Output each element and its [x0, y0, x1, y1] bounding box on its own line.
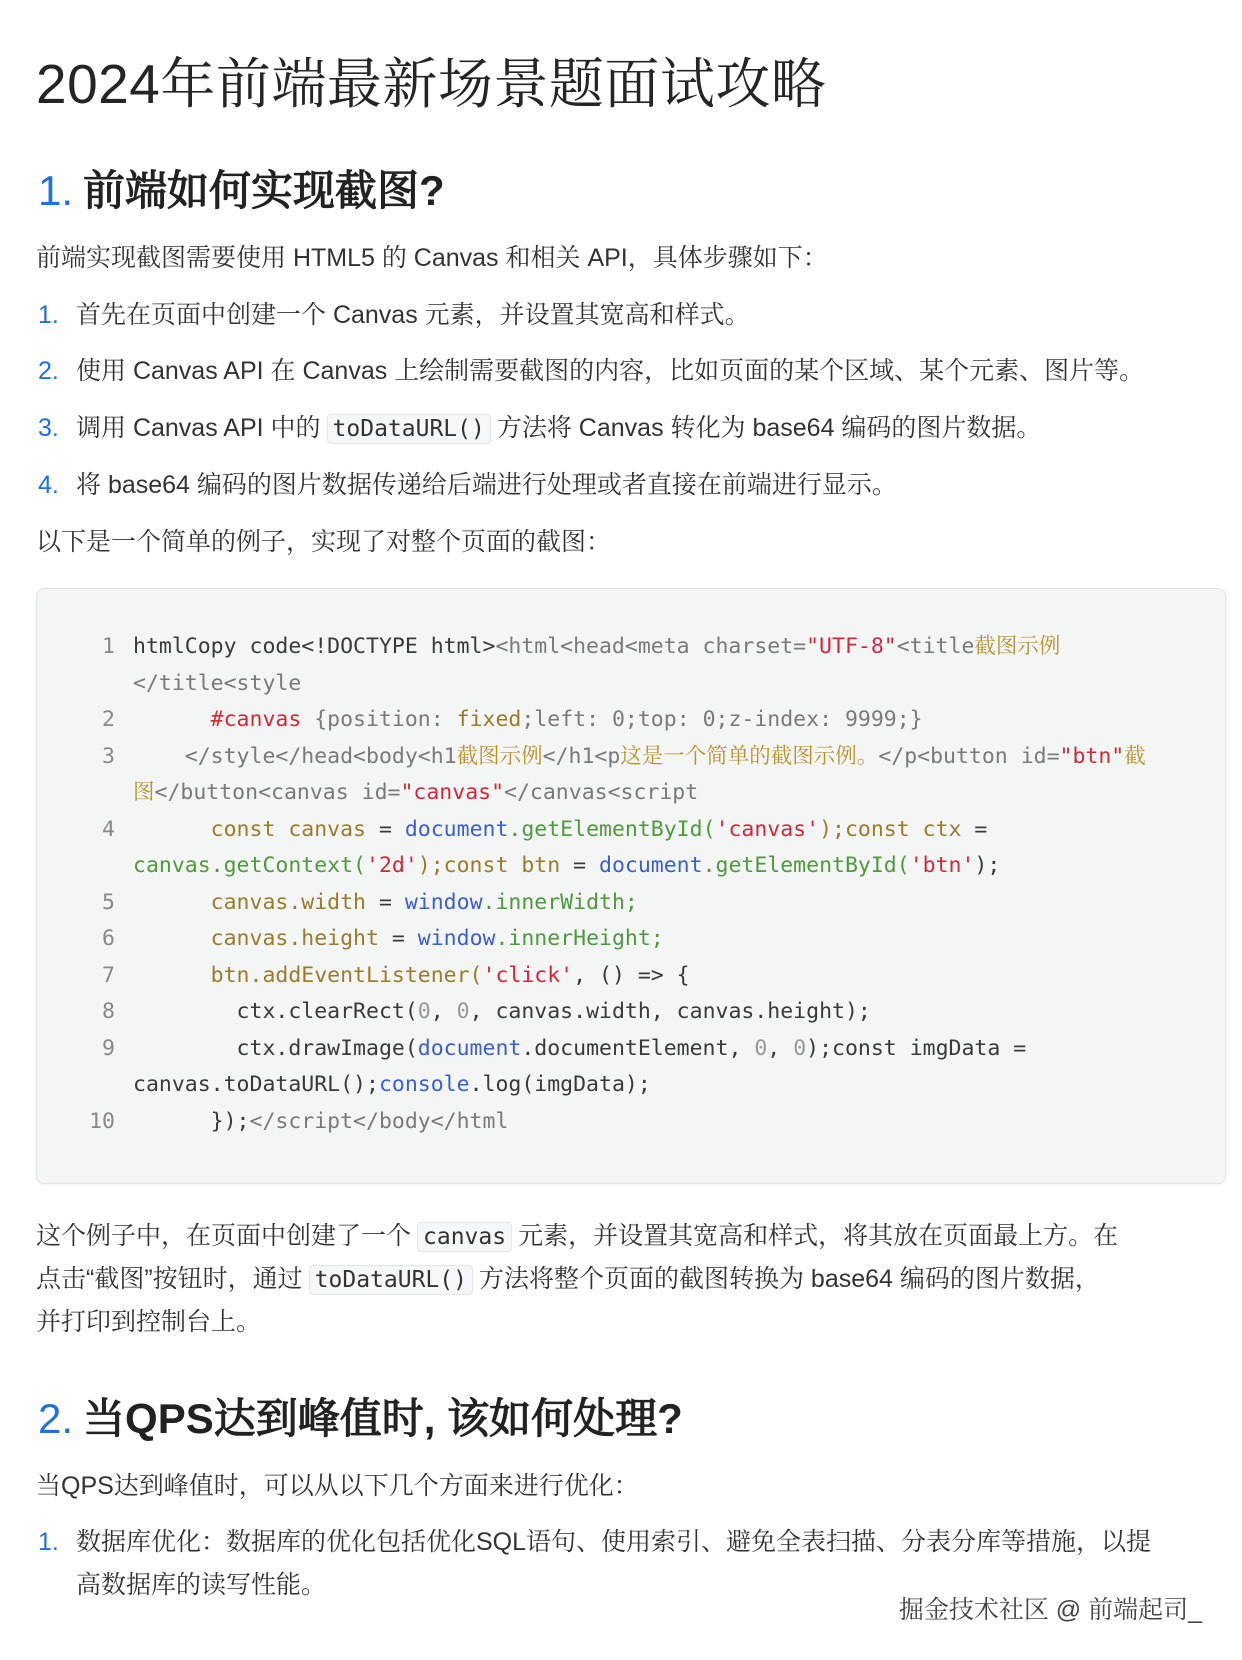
list-text: 数据库优化：数据库的优化包括优化SQL语句、使用索引、避免全表扫描、分表分库等措施，以提 [76, 1528, 1152, 1556]
line-number: 6 [102, 926, 115, 951]
code-token: {position: [301, 707, 457, 732]
heading-text: 当QPS达到峰值时, 该如何处理? [83, 1395, 683, 1442]
code-token: <title [896, 634, 975, 659]
code-line [37, 885, 1146, 922]
code-token: .documentElement, [521, 1035, 755, 1061]
section-heading-2 [38, 1386, 683, 1446]
code-token: = [366, 889, 405, 915]
line-number: 7 [102, 962, 115, 988]
code-line [37, 958, 1146, 995]
code-token: console [378, 1072, 470, 1097]
code-line [37, 812, 1146, 849]
code-token: canvas.getContext( [133, 853, 366, 878]
heading-text: 前端如何实现截图? [83, 167, 445, 214]
code-line [37, 666, 1146, 703]
code-token: );const btn [417, 853, 561, 878]
list-item [38, 351, 1144, 387]
text: 点击“截图”按钮时，通过 [36, 1265, 303, 1293]
code-token: document [417, 1035, 522, 1061]
code-token: = [961, 816, 988, 842]
code-token: window [404, 889, 483, 915]
list-text: 方法将 Canvas 转化为 base64 编码的图片数据。 [496, 414, 1042, 442]
heading-number: 2. [38, 1395, 74, 1442]
watermark: 掘金技术社区 @ 前端起司_ [898, 1596, 1202, 1624]
list-text: 使用 Canvas API 在 Canvas 上绘制需要截图的内容，比如页面的某个区域、某个元素、图片等。 [76, 357, 1145, 385]
code-token: const canvas [133, 816, 366, 842]
explain-line [36, 1216, 1118, 1252]
code-token: 0 [456, 999, 470, 1024]
line-number: 3 [102, 743, 115, 769]
inline-code: toDataURL() [309, 1265, 473, 1295]
line-number: 2 [102, 707, 115, 732]
list-number: 2. [38, 357, 59, 385]
code-line [37, 994, 1146, 1031]
code-token: 截图示例 [456, 743, 543, 769]
list-number: 3. [38, 414, 59, 442]
code-lines [37, 629, 1146, 1140]
code-token: }); [133, 1108, 250, 1134]
code-token: document [599, 853, 703, 878]
list-text: 首先在页面中创建一个 Canvas 元素，并设置其宽高和样式。 [76, 301, 750, 329]
line-number: 10 [89, 1108, 115, 1134]
code-token: </script</body</html [249, 1108, 509, 1134]
code-token: 截 [1124, 743, 1146, 769]
list-number: 4. [38, 471, 59, 499]
line-number: 9 [102, 1035, 115, 1061]
code-token: <html<head<meta charset= [495, 634, 807, 659]
code-token: window [417, 926, 496, 951]
code-line [37, 702, 1146, 739]
code-token: ); [974, 853, 1001, 878]
code-token: , canvas.width, canvas.height); [469, 999, 871, 1024]
code-token: , [767, 1035, 794, 1061]
code-token: );const ctx [819, 816, 962, 842]
code-token: htmlCopy code<!DOCTYPE html> [133, 634, 496, 659]
code-token: , [430, 999, 457, 1024]
code-token: </title<style [133, 670, 302, 696]
code-line [37, 775, 1146, 812]
code-token: 0 [417, 999, 431, 1024]
code-token: .innerHeight; [495, 926, 664, 951]
page-title: 2024年前端最新场景题面试攻略 [36, 53, 827, 115]
code-token: 截图示例 [974, 634, 1061, 659]
code-token: , () => { [573, 962, 690, 988]
code-token: .getElementById( [508, 816, 716, 842]
code-token: = [378, 926, 418, 951]
list-item-continuation: 高数据库的读写性能。 [76, 1571, 327, 1599]
explain-line [36, 1259, 1100, 1295]
code-token: canvas.height [133, 926, 379, 951]
list-item [38, 295, 750, 331]
code-line [37, 1067, 1146, 1104]
line-number: 4 [102, 816, 115, 842]
code-token: canvas.width [133, 889, 366, 915]
code-token: 图 [133, 780, 155, 805]
code-token: 'canvas' [715, 816, 820, 842]
code-token: 0 [793, 1035, 807, 1061]
list-number: 1. [38, 1528, 59, 1556]
code-token: .getElementById( [702, 853, 910, 878]
code-token: </canvas<script [504, 780, 699, 805]
code-token: 0 [754, 1035, 768, 1061]
inline-code: canvas [417, 1222, 512, 1252]
code-block [36, 588, 1226, 1184]
code-token: </style</head<body<h1 [133, 743, 457, 769]
list-text: 调用 Canvas API 中的 [76, 414, 321, 442]
code-token: = [560, 853, 600, 878]
section-heading-1 [38, 158, 445, 218]
code-token: '2d' [366, 853, 418, 878]
line-number: 8 [102, 999, 115, 1024]
code-token: );const imgData = [806, 1035, 1027, 1061]
code-token: .log(imgData); [469, 1072, 651, 1097]
inline-code: toDataURL() [327, 414, 491, 444]
code-token: </h1<p [542, 743, 621, 769]
text: 元素，并设置其宽高和样式，将其放在页面最上方。在 [518, 1222, 1119, 1250]
code-token: .innerWidth; [482, 889, 638, 915]
code-line [37, 921, 1146, 958]
list-text: 将 base64 编码的图片数据传递给后端进行处理或者直接在前端进行显示。 [76, 471, 897, 499]
list-number: 1. [38, 301, 59, 329]
code-token [133, 707, 211, 732]
code-token: </p<button id= [878, 743, 1060, 769]
code-token: 这是一个简单的截图示例。 [620, 743, 879, 769]
intro-paragraph: 前端实现截图需要使用 HTML5 的 Canvas 和相关 API，具体步骤如下： [36, 244, 828, 272]
line-number: 1 [102, 634, 115, 659]
code-token: document [404, 816, 509, 842]
code-token: </button<canvas id= [154, 780, 401, 805]
code-line [37, 1104, 1146, 1141]
code-token: ;left: 0;top: 0;z-index: 9999;} [521, 707, 923, 732]
text: 这个例子中，在页面中创建了一个 [36, 1222, 412, 1250]
text: 方法将整个页面的截图转换为 base64 编码的图片数据， [478, 1265, 1100, 1293]
heading-number: 1. [38, 167, 74, 214]
code-token: fixed [456, 707, 522, 732]
code-line [37, 848, 1146, 885]
code-token: canvas.toDataURL(); [133, 1072, 379, 1097]
list-item [38, 465, 897, 501]
list-item [38, 1522, 1151, 1558]
code-token: #canvas [210, 707, 302, 732]
code-token: "canvas" [400, 780, 505, 805]
example-intro: 以下是一个简单的例子，实现了对整个页面的截图： [36, 528, 612, 556]
explain-line: 并打印到控制台上。 [36, 1308, 262, 1336]
code-token: "UTF-8" [806, 634, 897, 659]
line-number: 5 [102, 889, 115, 915]
code-token: "btn" [1059, 743, 1125, 769]
list-item [38, 408, 1041, 444]
code-token: ctx.drawImage( [133, 1035, 418, 1061]
code-token: 'btn' [909, 853, 975, 878]
code-line [37, 629, 1146, 666]
code-line [37, 739, 1146, 776]
code-token: = [366, 816, 405, 842]
code-token: btn.addEventListener( [133, 962, 483, 988]
intro-paragraph: 当QPS达到峰值时，可以从以下几个方面来进行优化： [36, 1472, 639, 1500]
code-token: ctx.clearRect( [133, 999, 418, 1024]
code-token: 'click' [482, 962, 574, 988]
code-line [37, 1031, 1146, 1068]
